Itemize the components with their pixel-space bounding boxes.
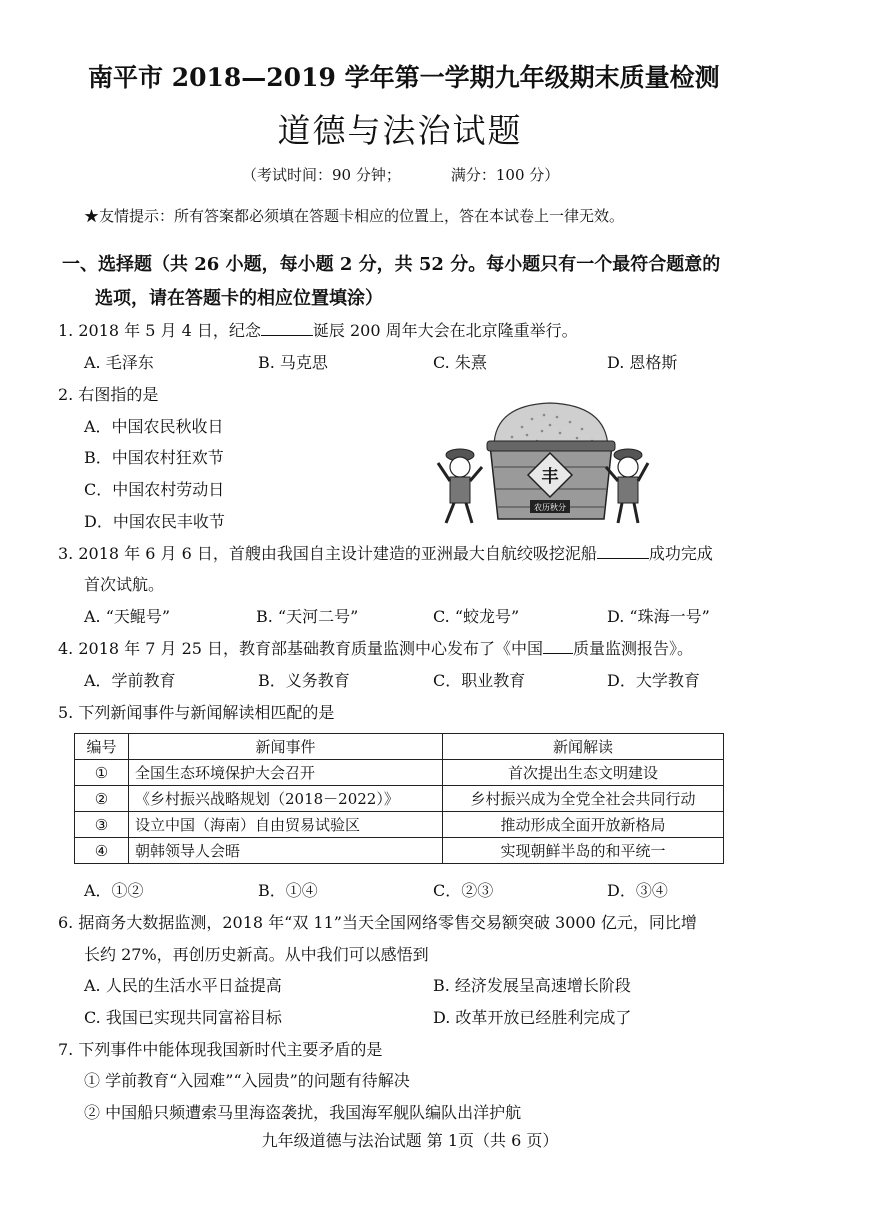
basket-sign-text: 丰: [541, 467, 559, 487]
q7-item-2: ② 中国船只频遭索马里海盗袭扰，我国海军舰队编队出洋护航: [84, 1103, 522, 1122]
table-cell: 首次提出生态文明建设: [443, 760, 724, 786]
table-cell: 实现朝鲜半岛的和平统一: [443, 838, 724, 864]
q4-option-d: D．大学教育: [607, 671, 700, 690]
table-cell: 全国生态环境保护大会召开: [129, 760, 443, 786]
friendly-tip: ★友情提示：所有答案都必须填在答题卡相应的位置上，答在本试卷上一律无效。: [84, 207, 625, 225]
q6-option-c: C. 我国已实现共同富裕目标: [84, 1008, 282, 1027]
table-row: [75, 812, 724, 838]
question-3-stem: [58, 541, 713, 564]
basket-label-text: 农历秋分: [534, 503, 566, 512]
q4-blank: [543, 639, 573, 654]
question-1-stem: [58, 318, 578, 341]
subject-title: 道德与法治试题: [277, 111, 523, 150]
q2-option-b: B．中国农村狂欢节: [84, 448, 224, 467]
farmer-left-figure: [438, 449, 482, 523]
q4-option-c: C．职业教育: [433, 671, 526, 690]
q3-stem-line2: 首次试航。: [84, 575, 165, 594]
q5-option-d: D．③④: [607, 881, 668, 900]
q4-post: 质量监测报告》。: [573, 639, 694, 658]
q3-option-a: A. “天鲲号”: [84, 607, 171, 626]
q3-post: 成功完成: [648, 544, 713, 563]
q4-option-a: A．学前教育: [84, 671, 176, 690]
q3-pre: 3. 2018 年 6 月 6 日，首艘由我国自主设计建造的亚洲最大自航绞吸挖泥船: [58, 544, 597, 563]
q5-option-c: C．②③: [433, 881, 494, 900]
q3-option-b: B. “天河二号”: [256, 607, 359, 626]
q1-option-a: A. 毛泽东: [84, 353, 154, 372]
table-cell: 朝韩领导人会晤: [129, 838, 443, 864]
news-table: [74, 733, 724, 864]
q3-blank: [597, 544, 649, 559]
q2-option-a: A．中国农民秋收日: [84, 417, 224, 436]
q2-option-d: D．中国农民丰收节: [84, 512, 225, 531]
table-cell: 《乡村振兴战略规划（2018－2022）》: [129, 786, 443, 812]
q1-option-c: C. 朱熹: [433, 353, 487, 372]
q6-option-a: A. 人民的生活水平日益提高: [84, 976, 282, 995]
exam-meta: [242, 164, 559, 185]
q4-pre: 4. 2018 年 7 月 25 日，教育部基础教育质量监测中心发布了《中国: [58, 639, 544, 658]
table-header-cell: 编号: [75, 734, 129, 760]
question-7-stem: 7. 下列事件中能体现我国新时代主要矛盾的是: [58, 1040, 383, 1059]
table-cell: ②: [75, 786, 129, 812]
table-header-cell: 新闻解读: [443, 734, 724, 760]
table-cell: 设立中国（海南）自由贸易试验区: [129, 812, 443, 838]
q7-item-1: ① 学前教育“入园难”“入园贵”的问题有待解决: [84, 1071, 410, 1090]
q3-option-d: D. “珠海一号”: [607, 607, 710, 626]
question-6-stem: 6. 据商务大数据监测，2018 年“双 11”当天全国网络零售交易额突破 3000 亿元，同比增: [58, 913, 697, 932]
table-cell: ①: [75, 760, 129, 786]
q1-post: 诞辰 200 周年大会在北京隆重举行。: [312, 321, 578, 340]
q6-option-b: B. 经济发展呈高速增长阶段: [433, 976, 631, 995]
q5-option-a: A．①②: [84, 881, 144, 900]
question-4-stem: [58, 636, 693, 659]
table-cell: 乡村振兴成为全党全社会共同行动: [443, 786, 724, 812]
q4-option-b: B．义务教育: [258, 671, 350, 690]
q6-option-d: D. 改革开放已经胜利完成了: [433, 1008, 632, 1027]
page-footer: 九年级道德与法治试题 第 1页（共 6 页）: [261, 1131, 559, 1150]
table-cell: 推动形成全面开放新格局: [443, 812, 724, 838]
exam-title: 南平市 2018—2019 学年第一学期九年级期末质量检测: [88, 63, 720, 92]
question-6-stem-line2: 长约 27%，再创历史新高。从中我们可以感悟到: [84, 945, 429, 964]
harvest-festival-illustration: [432, 397, 652, 529]
section-heading: 一、选择题（共 26 小题，每小题 2 分，共 52 分。每小题只有一个最符合题意的: [62, 254, 721, 275]
q1-pre: 1. 2018 年 5 月 4 日，纪念: [58, 321, 261, 340]
section-heading-cont: 选项，请在答题卡的相应位置填涂）: [95, 288, 383, 309]
question-5-stem: 5. 下列新闻事件与新闻解读相匹配的是: [58, 703, 335, 722]
q2-option-c: C．中国农村劳动日: [84, 480, 225, 499]
q1-blank: [261, 321, 313, 336]
farmer-right-figure: [606, 449, 648, 523]
q1-option-d: D. 恩格斯: [607, 353, 678, 372]
question-2-stem: 2. 右图指的是: [58, 385, 159, 404]
table-row: [75, 786, 724, 812]
exam-time: （考试时间：90 分钟；: [242, 166, 401, 184]
q1-option-b: B. 马克思: [258, 353, 328, 372]
table-row: [75, 838, 724, 864]
table-header-cell: 新闻事件: [129, 734, 443, 760]
q5-option-b: B．①④: [258, 881, 318, 900]
table-cell: ③: [75, 812, 129, 838]
table-header-row: [75, 734, 724, 760]
table-cell: ④: [75, 838, 129, 864]
q3-option-c: C. “蛟龙号”: [433, 607, 520, 626]
table-row: [75, 760, 724, 786]
full-score: 满分：100 分）: [450, 166, 560, 184]
